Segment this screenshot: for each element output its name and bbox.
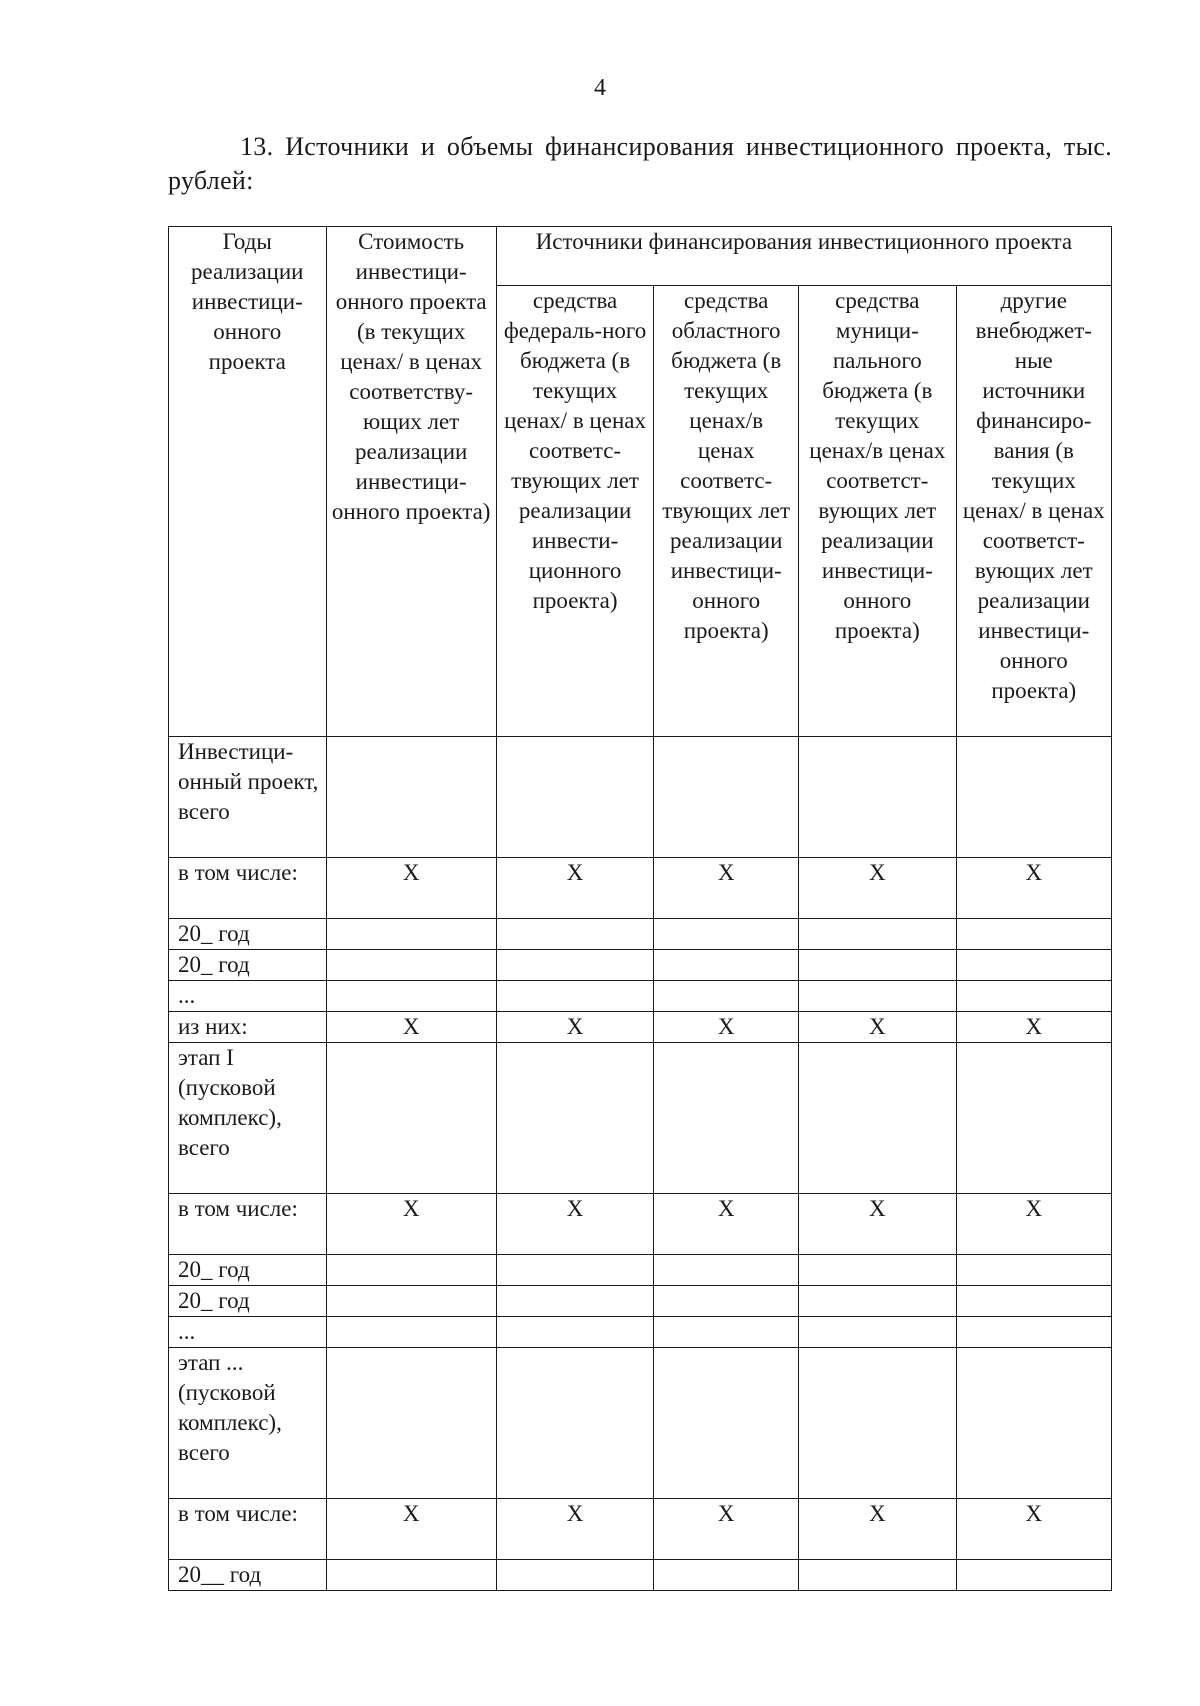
table-cell bbox=[654, 1348, 799, 1499]
table-cell bbox=[326, 1348, 496, 1499]
table-row bbox=[169, 1317, 1112, 1348]
table-cell: X bbox=[799, 1499, 957, 1560]
table-cell: X bbox=[956, 1194, 1111, 1255]
row-label: 20_ год bbox=[169, 1286, 327, 1317]
table-cell bbox=[496, 1255, 654, 1286]
table-cell: X bbox=[956, 1012, 1111, 1043]
table-row bbox=[169, 1286, 1112, 1317]
page-number: 4 bbox=[594, 75, 606, 101]
table-cell bbox=[956, 1317, 1111, 1348]
row-label: этап ... (пусковой комплекс), всего bbox=[169, 1348, 327, 1499]
table-cell bbox=[496, 950, 654, 981]
table-cell: X bbox=[799, 858, 957, 919]
header-row bbox=[169, 227, 1112, 286]
header-municipal: средства муници-пального бюджета (в текущих ценах/в ценах соответст-вующих лет реализации инвестици-онного проекта) bbox=[799, 286, 957, 737]
table-row bbox=[169, 858, 1112, 919]
table-cell: X bbox=[799, 1012, 957, 1043]
table-cell: X bbox=[956, 1499, 1111, 1560]
table-cell bbox=[956, 737, 1111, 858]
header-years: Годы реализации инвестици-онного проекта bbox=[169, 227, 327, 737]
row-label: в том числе: bbox=[169, 1499, 327, 1560]
table-cell: X bbox=[654, 1499, 799, 1560]
row-label: 20_ год bbox=[169, 1255, 327, 1286]
table-cell bbox=[654, 950, 799, 981]
table-cell: X bbox=[326, 858, 496, 919]
table-cell bbox=[496, 1348, 654, 1499]
table-cell bbox=[654, 919, 799, 950]
table-row bbox=[169, 1255, 1112, 1286]
table-cell bbox=[496, 1560, 654, 1591]
table-cell bbox=[956, 1043, 1111, 1194]
table-cell: X bbox=[799, 1194, 957, 1255]
table-cell bbox=[496, 1317, 654, 1348]
row-label: Инвестици-онный проект, всего bbox=[169, 737, 327, 858]
table-cell bbox=[654, 1317, 799, 1348]
table-cell: X bbox=[496, 1194, 654, 1255]
header-federal: средства федераль-ного бюджета (в текущих ценах/ в ценах соответс-твующих лет реализации инвести-ционного проекта) bbox=[496, 286, 654, 737]
table-cell bbox=[654, 1560, 799, 1591]
table-cell bbox=[799, 1255, 957, 1286]
table-cell bbox=[956, 1348, 1111, 1499]
table-cell bbox=[326, 737, 496, 858]
table-cell bbox=[496, 981, 654, 1012]
row-label: в том числе: bbox=[169, 858, 327, 919]
table-cell bbox=[799, 1348, 957, 1499]
table-cell: X bbox=[326, 1012, 496, 1043]
table-cell bbox=[326, 1286, 496, 1317]
table-cell bbox=[654, 737, 799, 858]
table-cell bbox=[799, 950, 957, 981]
table-cell bbox=[799, 1286, 957, 1317]
header-regional: средства областного бюджета (в текущих ценах/в ценах соответс-твующих лет реализации инвестици-онного проекта) bbox=[654, 286, 799, 737]
table-row bbox=[169, 1348, 1112, 1499]
table-cell bbox=[956, 981, 1111, 1012]
financing-table bbox=[168, 226, 1112, 1591]
table-row bbox=[169, 737, 1112, 858]
table-cell bbox=[326, 1043, 496, 1194]
table-cell bbox=[799, 1317, 957, 1348]
table-cell bbox=[326, 981, 496, 1012]
header-sources-group: Источники финансирования инвестиционного проекта bbox=[496, 227, 1111, 286]
table-row bbox=[169, 1560, 1112, 1591]
table-cell bbox=[496, 1286, 654, 1317]
row-label: этап I (пусковой комплекс), всего bbox=[169, 1043, 327, 1194]
table-cell bbox=[799, 737, 957, 858]
row-label: 20_ год bbox=[169, 950, 327, 981]
row-label: 20__ год bbox=[169, 1560, 327, 1591]
table-row bbox=[169, 1194, 1112, 1255]
header-cost: Стоимость инвестици-онного проекта (в текущих ценах/ в ценах соответству-ющих лет реализации инвестици-онного проекта) bbox=[326, 227, 496, 737]
row-label: в том числе: bbox=[169, 1194, 327, 1255]
table-cell: X bbox=[654, 1012, 799, 1043]
row-label: из них: bbox=[169, 1012, 327, 1043]
table-cell bbox=[956, 1255, 1111, 1286]
table-cell: X bbox=[496, 1012, 654, 1043]
header-other: другие внебюджет-ные источники финансиро-вания (в текущих ценах/ в ценах соответст-вующих лет реализации инвестици-онного проекта) bbox=[956, 286, 1111, 737]
table-cell bbox=[326, 1560, 496, 1591]
table-cell bbox=[654, 1043, 799, 1194]
table-cell bbox=[326, 1255, 496, 1286]
table-cell bbox=[956, 950, 1111, 981]
table-row bbox=[169, 950, 1112, 981]
table-cell bbox=[799, 919, 957, 950]
table-row bbox=[169, 981, 1112, 1012]
table-cell bbox=[799, 1560, 957, 1591]
table-cell bbox=[799, 1043, 957, 1194]
table-cell bbox=[956, 1286, 1111, 1317]
table-cell bbox=[326, 950, 496, 981]
section-heading: 13. Источники и объемы финансирования инвестиционного проекта, тыс. рублей: bbox=[168, 132, 1112, 195]
table-cell bbox=[496, 919, 654, 950]
table-cell bbox=[496, 737, 654, 858]
row-label: ... bbox=[169, 981, 327, 1012]
row-label: 20_ год bbox=[169, 919, 327, 950]
table-row bbox=[169, 1012, 1112, 1043]
table-row bbox=[169, 919, 1112, 950]
table-cell: X bbox=[496, 858, 654, 919]
table-cell: X bbox=[326, 1499, 496, 1560]
table-row bbox=[169, 1499, 1112, 1560]
table-cell bbox=[326, 1317, 496, 1348]
table-cell bbox=[654, 981, 799, 1012]
table-row bbox=[169, 1043, 1112, 1194]
table-cell: X bbox=[326, 1194, 496, 1255]
table-cell bbox=[956, 1560, 1111, 1591]
row-label: ... bbox=[169, 1317, 327, 1348]
table-cell bbox=[799, 981, 957, 1012]
table-cell: X bbox=[654, 858, 799, 919]
table-cell bbox=[326, 919, 496, 950]
table-cell bbox=[956, 919, 1111, 950]
table-cell: X bbox=[496, 1499, 654, 1560]
table-cell: X bbox=[654, 1194, 799, 1255]
table-cell: X bbox=[956, 858, 1111, 919]
table-cell bbox=[654, 1286, 799, 1317]
table-cell bbox=[496, 1043, 654, 1194]
table-cell bbox=[654, 1255, 799, 1286]
